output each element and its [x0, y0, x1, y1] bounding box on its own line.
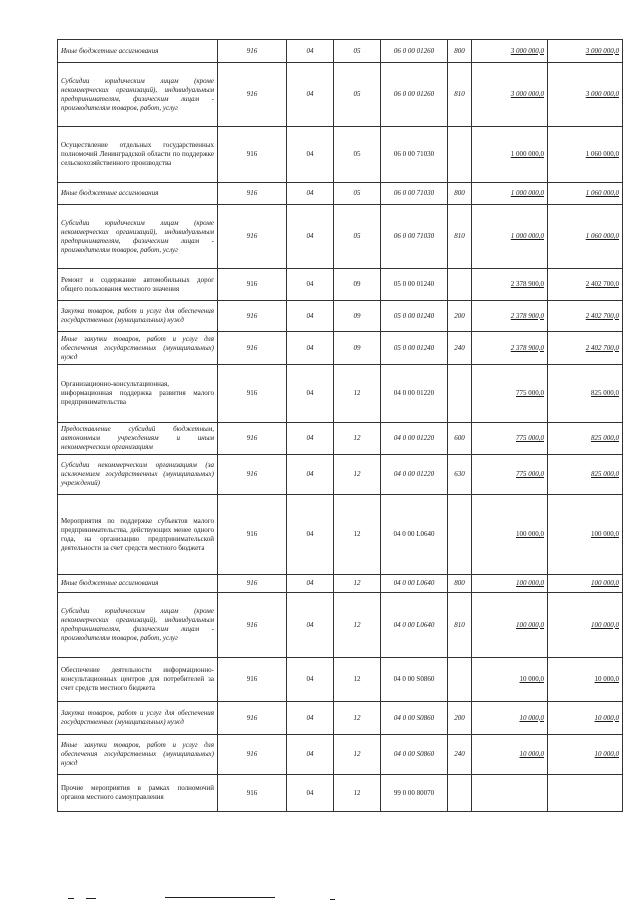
row-gr-cell: 916: [218, 702, 287, 735]
amount-value: 1 000 000,0: [510, 150, 544, 158]
row-rz-cell: 04: [287, 301, 334, 332]
amount-value: 1 060 000,0: [585, 189, 619, 197]
row-sum2-cell: [548, 735, 623, 775]
row-pr-cell: 09: [334, 269, 381, 301]
row-sum1-cell: [472, 423, 548, 455]
footer-line: [165, 897, 275, 898]
row-sum1-cell: [472, 658, 548, 702]
row-sum2-cell: [548, 40, 623, 63]
table-row: [58, 205, 623, 269]
table-row: [58, 593, 623, 658]
row-gr-cell: 916: [218, 332, 287, 365]
budget-table: [57, 39, 623, 812]
row-vr-cell: 200: [448, 301, 472, 332]
page-footer-marks: [0, 892, 639, 905]
row-gr-cell: 916: [218, 775, 287, 812]
row-sum2-cell: [548, 269, 623, 301]
amount-value: 1 000 000,0: [510, 232, 544, 240]
row-sum1-cell: [472, 332, 548, 365]
row-sum1-cell: [472, 269, 548, 301]
row-gr-cell: 916: [218, 658, 287, 702]
row-sum1-cell: [472, 63, 548, 127]
budget-table-body: [58, 40, 623, 812]
table-row: [58, 269, 623, 301]
row-csr-cell: 04 0 00 01220: [381, 455, 448, 495]
row-name-cell: Иные бюджетные ассигнования: [58, 40, 218, 63]
amount-value: 10 000,0: [519, 750, 544, 758]
table-row: [58, 495, 623, 575]
row-rz-cell: 04: [287, 63, 334, 127]
row-rz-cell: 04: [287, 365, 334, 423]
row-name-cell: Субсидии некоммерческим организациям (за исключением государственных (муниципальных) учреждений): [58, 455, 218, 495]
row-rz-cell: 04: [287, 775, 334, 812]
row-sum2-cell: [548, 775, 623, 812]
row-rz-cell: 04: [287, 455, 334, 495]
row-name-cell: Иные закупки товаров, работ и услуг для обеспечения государственных (муниципальных) нужд: [58, 735, 218, 775]
row-name-cell: Иные бюджетные ассигнования: [58, 575, 218, 593]
row-csr-cell: 99 0 00 80070: [381, 775, 448, 812]
row-pr-cell: 12: [334, 575, 381, 593]
row-rz-cell: 04: [287, 495, 334, 575]
amount-value: 825 000,0: [591, 470, 619, 478]
row-rz-cell: 04: [287, 205, 334, 269]
amount-value: 825 000,0: [591, 434, 619, 442]
row-vr-cell: [448, 365, 472, 423]
footer-dash-3: [330, 899, 335, 900]
row-name-cell: Ремонт и содержание автомобильных дорог общего пользования местного значения: [58, 269, 218, 301]
row-vr-cell: 800: [448, 575, 472, 593]
amount-value: 100 000,0: [516, 530, 544, 538]
row-sum1-cell: [472, 205, 548, 269]
row-sum1-cell: [472, 593, 548, 658]
table-row: [58, 40, 623, 63]
table-row: [58, 63, 623, 127]
amount-value: 3 000 000,0: [510, 46, 544, 55]
row-gr-cell: 916: [218, 301, 287, 332]
row-pr-cell: 12: [334, 423, 381, 455]
amount-value: 10 000,0: [594, 750, 619, 758]
row-csr-cell: 04 0 00 01220: [381, 423, 448, 455]
row-name-cell: Осуществление отдельных государственных полномочий Ленинградской области по поддержке сельскохозяйственного производства: [58, 127, 218, 183]
row-vr-cell: 810: [448, 205, 472, 269]
row-pr-cell: 12: [334, 735, 381, 775]
table-row: [58, 735, 623, 775]
row-vr-cell: 810: [448, 593, 472, 658]
row-vr-cell: 240: [448, 735, 472, 775]
row-sum1-cell: [472, 365, 548, 423]
row-sum2-cell: [548, 332, 623, 365]
row-rz-cell: 04: [287, 575, 334, 593]
amount-value: 775 000,0: [516, 434, 544, 442]
row-vr-cell: 810: [448, 63, 472, 127]
row-rz-cell: 04: [287, 593, 334, 658]
row-rz-cell: 04: [287, 423, 334, 455]
row-sum1-cell: [472, 183, 548, 205]
row-pr-cell: 05: [334, 63, 381, 127]
row-sum2-cell: [548, 183, 623, 205]
amount-value: 10 000,0: [594, 713, 619, 722]
row-vr-cell: 800: [448, 183, 472, 205]
table-row: [58, 658, 623, 702]
amount-value: 3 000 000,0: [585, 90, 619, 98]
row-name-cell: Закупка товаров, работ и услуг для обеспечения государственных (муниципальных) нужд: [58, 301, 218, 332]
row-gr-cell: 916: [218, 735, 287, 775]
row-vr-cell: 600: [448, 423, 472, 455]
row-name-cell: Прочие мероприятия в рамках полномочий органов местного самоуправления: [58, 775, 218, 812]
row-sum1-cell: [472, 775, 548, 812]
row-sum1-cell: [472, 301, 548, 332]
row-rz-cell: 04: [287, 658, 334, 702]
row-sum1-cell: [472, 735, 548, 775]
row-csr-cell: 04 0 00 L0640: [381, 575, 448, 593]
row-sum2-cell: [548, 455, 623, 495]
row-gr-cell: 916: [218, 183, 287, 205]
row-rz-cell: 04: [287, 735, 334, 775]
row-name-cell: Организационно-консультационная, информационная поддержка развития малого предпринимательства: [58, 365, 218, 423]
row-sum1-cell: [472, 575, 548, 593]
row-vr-cell: 240: [448, 332, 472, 365]
row-vr-cell: 800: [448, 40, 472, 63]
row-gr-cell: 916: [218, 40, 287, 63]
table-row: [58, 183, 623, 205]
row-vr-cell: 630: [448, 455, 472, 495]
table-row: [58, 455, 623, 495]
row-gr-cell: 916: [218, 205, 287, 269]
row-csr-cell: 04 0 00 S0860: [381, 658, 448, 702]
row-vr-cell: [448, 495, 472, 575]
row-pr-cell: 09: [334, 301, 381, 332]
row-sum2-cell: [548, 205, 623, 269]
row-csr-cell: 05 0 00 01240: [381, 269, 448, 301]
row-csr-cell: 04 0 00 L0640: [381, 593, 448, 658]
amount-value: 2 402 700,0: [585, 343, 619, 352]
row-rz-cell: 04: [287, 40, 334, 63]
amount-value: 10 000,0: [519, 713, 544, 722]
row-csr-cell: 06 0 00 01260: [381, 63, 448, 127]
amount-value: 2 378 900,0: [510, 311, 544, 320]
row-name-cell: Субсидии юридическим лицам (кроме некоммерческих организаций), индивидуальным предпринимателям, физическим лицам - производителям товаров, работ, услуг: [58, 593, 218, 658]
row-gr-cell: 916: [218, 365, 287, 423]
row-pr-cell: 12: [334, 593, 381, 658]
amount-value: 2 378 900,0: [510, 343, 544, 352]
row-pr-cell: 05: [334, 127, 381, 183]
row-vr-cell: [448, 127, 472, 183]
amount-value: 100 000,0: [591, 620, 619, 629]
row-rz-cell: 04: [287, 183, 334, 205]
row-csr-cell: 05 0 00 01240: [381, 301, 448, 332]
row-vr-cell: [448, 269, 472, 301]
row-name-cell: Субсидии юридическим лицам (кроме некоммерческих организаций), индивидуальным предпринимателям, физическим лицам - производителям товаров, работ, услуг: [58, 63, 218, 127]
row-csr-cell: 06 0 00 71030: [381, 127, 448, 183]
row-sum1-cell: [472, 455, 548, 495]
row-sum2-cell: [548, 658, 623, 702]
row-pr-cell: 12: [334, 455, 381, 495]
amount-value: 3 000 000,0: [510, 90, 544, 98]
row-csr-cell: 05 0 00 01240: [381, 332, 448, 365]
row-vr-cell: 200: [448, 702, 472, 735]
row-gr-cell: 916: [218, 127, 287, 183]
table-row: [58, 423, 623, 455]
row-rz-cell: 04: [287, 702, 334, 735]
row-csr-cell: 06 0 00 71030: [381, 183, 448, 205]
row-pr-cell: 12: [334, 658, 381, 702]
row-sum1-cell: [472, 127, 548, 183]
row-sum2-cell: [548, 575, 623, 593]
table-row: [58, 127, 623, 183]
row-pr-cell: 05: [334, 40, 381, 63]
row-sum2-cell: [548, 63, 623, 127]
row-vr-cell: [448, 658, 472, 702]
amount-value: 3 000 000,0: [585, 46, 619, 55]
row-sum2-cell: [548, 495, 623, 575]
footer-dash-2: [86, 898, 96, 899]
table-row: [58, 332, 623, 365]
row-csr-cell: 06 0 00 01260: [381, 40, 448, 63]
row-name-cell: Иные бюджетные ассигнования: [58, 183, 218, 205]
row-gr-cell: 916: [218, 575, 287, 593]
row-vr-cell: [448, 775, 472, 812]
row-sum1-cell: [472, 40, 548, 63]
row-sum2-cell: [548, 365, 623, 423]
amount-value: 2 402 700,0: [585, 311, 619, 320]
row-rz-cell: 04: [287, 332, 334, 365]
row-gr-cell: 916: [218, 269, 287, 301]
amount-value: 100 000,0: [591, 530, 619, 538]
row-pr-cell: 05: [334, 183, 381, 205]
amount-value: 2 402 700,0: [585, 280, 619, 288]
row-gr-cell: 916: [218, 455, 287, 495]
amount-value: 2 378 900,0: [510, 280, 544, 288]
row-pr-cell: 12: [334, 775, 381, 812]
row-gr-cell: 916: [218, 423, 287, 455]
row-gr-cell: 916: [218, 495, 287, 575]
row-rz-cell: 04: [287, 269, 334, 301]
row-csr-cell: 04 0 00 S0860: [381, 735, 448, 775]
row-name-cell: Предоставление субсидий бюджетным, автономным учреждениям и иным некоммерческим организациям: [58, 423, 218, 455]
row-sum2-cell: [548, 301, 623, 332]
table-row: [58, 702, 623, 735]
amount-value: 775 000,0: [516, 470, 544, 478]
row-pr-cell: 12: [334, 495, 381, 575]
amount-value: 10 000,0: [594, 675, 619, 683]
amount-value: 100 000,0: [516, 579, 544, 587]
amount-value: 825 000,0: [591, 389, 619, 397]
amount-value: 100 000,0: [516, 620, 544, 629]
row-pr-cell: 12: [334, 702, 381, 735]
row-rz-cell: 04: [287, 127, 334, 183]
row-gr-cell: 916: [218, 63, 287, 127]
row-pr-cell: 12: [334, 365, 381, 423]
row-csr-cell: 04 0 00 S0860: [381, 702, 448, 735]
row-name-cell: Закупка товаров, работ и услуг для обеспечения государственных (муниципальных) нужд: [58, 702, 218, 735]
row-pr-cell: 05: [334, 205, 381, 269]
table-row: [58, 575, 623, 593]
amount-value: 775 000,0: [516, 389, 544, 397]
amount-value: 1 060 000,0: [585, 232, 619, 240]
amount-value: 1 060 000,0: [585, 150, 619, 158]
row-name-cell: Обеспечение деятельности информационно-консультационных центров для потребителей за счет средств местного бюджета: [58, 658, 218, 702]
row-name-cell: Субсидии юридическим лицам (кроме некоммерческих организаций), индивидуальным предпринимателям, физическим лицам - производителям товаров, работ, услуг: [58, 205, 218, 269]
amount-value: 10 000,0: [519, 675, 544, 683]
row-sum2-cell: [548, 127, 623, 183]
amount-value: 100 000,0: [591, 579, 619, 587]
table-row: [58, 301, 623, 332]
amount-value: 1 000 000,0: [510, 189, 544, 197]
row-csr-cell: 04 0 00 01220: [381, 365, 448, 423]
row-name-cell: Мероприятия по поддержке субъектов малого предпринимательства, действующих менее одного года, на организацию предпринимательской деятельности за счет средств местного бюджета: [58, 495, 218, 575]
table-row: [58, 775, 623, 812]
row-sum1-cell: [472, 495, 548, 575]
row-csr-cell: 04 0 00 L0640: [381, 495, 448, 575]
row-gr-cell: 916: [218, 593, 287, 658]
row-name-cell: Иные закупки товаров, работ и услуг для обеспечения государственных (муниципальных) нужд: [58, 332, 218, 365]
footer-dash-1: [68, 898, 74, 899]
row-sum1-cell: [472, 702, 548, 735]
row-sum2-cell: [548, 423, 623, 455]
row-csr-cell: 06 0 00 71030: [381, 205, 448, 269]
row-sum2-cell: [548, 702, 623, 735]
row-sum2-cell: [548, 593, 623, 658]
row-pr-cell: 09: [334, 332, 381, 365]
table-row: [58, 365, 623, 423]
document-page: [57, 39, 622, 812]
